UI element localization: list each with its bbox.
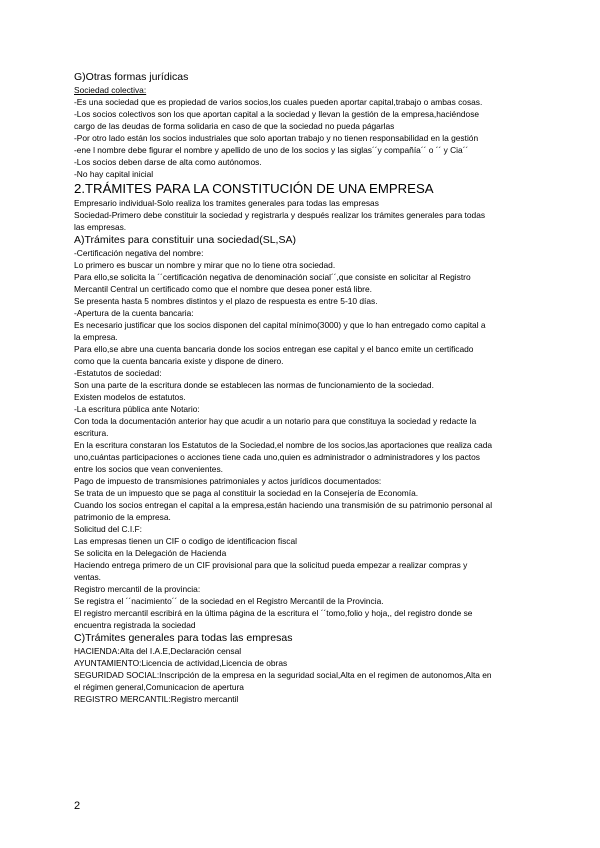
text-line: -No hay capital inicial xyxy=(74,169,154,179)
text-line: Registro mercantil de la provincia: xyxy=(74,584,201,594)
text-line: Para ello,se solicita la ´´certificación negativa de denominación social´´,que consiste en solicitar al Registro xyxy=(74,272,471,282)
text-line: Para ello,se abre una cuenta bancaria donde los socios entregan ese capital y el banco emite un certificado xyxy=(74,344,474,354)
text-line: AYUNTAMIENTO:Licencia de actividad,Licencia de obras xyxy=(74,658,288,668)
text-line: -Certificación negativa del nombre: xyxy=(74,248,204,258)
section-c-title: C)Trámites generales para todas las empresas xyxy=(74,632,293,644)
text-line: patrimonio de la empresa. xyxy=(74,512,171,522)
text-line: Las empresas tienen un CIF o codigo de identificacion fiscal xyxy=(74,536,297,546)
text-line: REGISTRO MERCANTIL:Registro mercantil xyxy=(74,694,239,704)
text-line: uno,cuántas participaciones o acciones tiene cada uno,quien es administrador o administradores y los pactos xyxy=(74,452,480,462)
text-line: Sociedad-Primero debe constituir la sociedad y registrarla y después realizar los trámites generales para todas xyxy=(74,210,486,220)
text-line: entre los socios que vean convenientes. xyxy=(74,464,223,474)
text-line: ventas. xyxy=(74,572,102,582)
page-number: 2 xyxy=(74,800,81,812)
text-line: SEGURIDAD SOCIAL:Inscripción de la empresa en la seguridad social,Alta en el regimen de autonomos,Alta en xyxy=(74,670,492,680)
text-line: Se solicita en la Delegación de Hacienda xyxy=(74,548,227,558)
text-line: -La escritura pública ante Notario: xyxy=(74,404,200,414)
section-2-body xyxy=(74,197,534,233)
text-line: la empresa. xyxy=(74,332,118,342)
text-line: El registro mercantil escribirá en la última página de la escritura el ´´tomo,folio y hoja,, del registro donde se xyxy=(74,608,473,618)
text-line: el régimen general,Comunicacion de apertura xyxy=(74,682,244,692)
text-line: Se trata de un impuesto que se paga al constituir la sociedad en la Consejería de Economía. xyxy=(74,488,419,498)
section-c-body xyxy=(74,645,534,705)
text-line: -Por otro lado están los socios industriales que solo aportan trabajo y no tienen responsabilidad en la gestión xyxy=(74,133,479,143)
section-g-body xyxy=(74,96,534,180)
text-line: Es necesario justificar que los socios disponen del capital mínimo(3000) y que lo han entregado como capital a xyxy=(74,320,486,330)
text-line: Haciendo entrega primero de un CIF provisional para que la solicitud pueda empezar a realizar compras y xyxy=(74,560,468,570)
text-line: Se presenta hasta 5 nombres distintos y el plazo de respuesta es entre 5-10 días. xyxy=(74,296,378,306)
text-line: Pago de impuesto de transmisiones patrimoniales y actos jurídicos documentados: xyxy=(74,476,382,486)
text-line: escritura. xyxy=(74,428,109,438)
text-line: -Estatutos de sociedad: xyxy=(74,368,162,378)
text-line: Son una parte de la escritura donde se establecen las normas de funcionamiento de la sociedad. xyxy=(74,380,434,390)
text-line: Se registra el ´´nacimiento´´ de la sociedad en el Registro Mercantil de la Provincia. xyxy=(74,596,384,606)
text-line: Con toda la documentación anterior hay que acudir a un notario para que constituya la sociedad y redacte la xyxy=(74,416,477,426)
text-line: -Apertura de la cuenta bancaria: xyxy=(74,308,194,318)
text-line: -Es una sociedad que es propiedad de varios socios,los cuales pueden aportar capital,trabajo o ambas cosas. xyxy=(74,97,483,107)
text-line: Existen modelos de estatutos. xyxy=(74,392,186,402)
text-line: Solicitud del C.I.F: xyxy=(74,524,142,534)
section-a-title: A)Trámites para constituir una sociedad(SL,SA) xyxy=(74,234,296,246)
text-line: como que la cuenta bancaria existe y dispone de dinero. xyxy=(74,356,284,366)
section-2-title: 2.TRÁMITES PARA LA CONSTITUCIÓN DE UNA EMPRESA xyxy=(74,181,434,196)
section-g-title: G)Otras formas jurídicas xyxy=(74,71,189,83)
text-line: -ene l nombre debe figurar el nombre y apellido de uno de los socios y las siglas´´y compañía´´ o ´´ y Cia´´ xyxy=(74,145,469,155)
text-line: cargo de las deudas de forma solidaria en caso de que la sociedad no pueda págarlas xyxy=(74,121,395,131)
text-line: las empresas. xyxy=(74,222,127,232)
text-line: Cuando los socios entregan el capital a la empresa,están haciendo una transmisión de su patrimonio personal al xyxy=(74,500,493,510)
text-line: Empresario individual-Solo realiza los tramites generales para todas las empresas xyxy=(74,198,379,208)
document-page xyxy=(74,70,534,705)
text-line: -Los socios deben darse de alta como autónomos. xyxy=(74,157,262,167)
text-line: Lo primero es buscar un nombre y mirar que no lo tiene otra sociedad. xyxy=(74,260,336,270)
text-line: Mercantil Central un certificado como que el nombre que desea poner está libre. xyxy=(74,284,372,294)
section-a-body xyxy=(74,247,534,631)
text-line: encuentra registrada la sociedad xyxy=(74,620,196,630)
text-line: HACIENDA:Alta del I.A.E,Declaración censal xyxy=(74,646,242,656)
section-g-subtitle: Sociedad colectiva: xyxy=(74,85,147,95)
text-line: -Los socios colectivos son los que aportan capital a la sociedad y llevan la gestión de la empresa,haciéndose xyxy=(74,109,480,119)
text-line: En la escritura constaran los Estatutos de la Sociedad,el nombre de los socios,las aportaciones que realiza cada xyxy=(74,440,493,450)
